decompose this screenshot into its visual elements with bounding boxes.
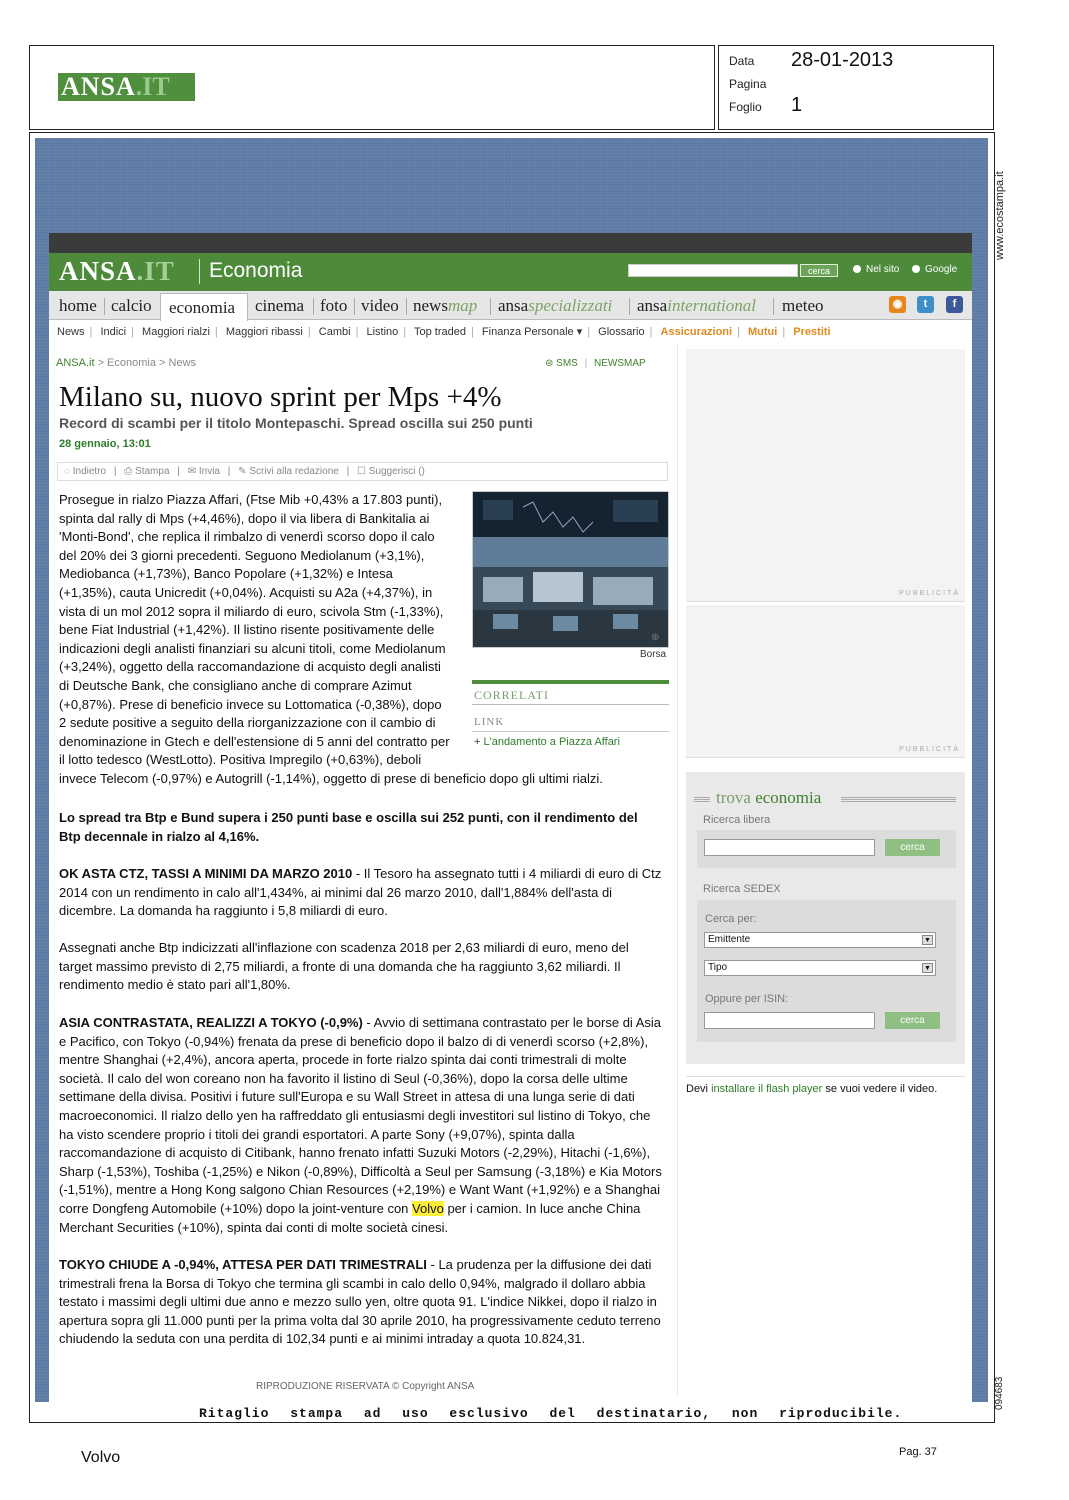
article-paragraph-1: Prosegue in rialzo Piazza Affari, (Ftse Mib +0,43% a 17.803 punti), spinta dal rally di Mps (+4,46%), dopo il via libera di Bankitalia ai 'Monti-Bond', che replica il rimbalzo di venerdì scorso dopo il calo del 20% dei 3 giorni precedenti. Seguono Mediolanum (+3,1%), Mediobanca (+1,73%), Banco Popolare (+1,32%) e Intesa (+1,35%), cauta Unicredit (+0,04%). Acquisti su A2a (+4,37%), in vista di un mol 2012 sopra il miliardo di euro, scivola Stm (-1,33%), bene Fiat Industrial (+1,42%). Il listino risente positivamente delle indicazioni degli analisti finanziari su alcuni titoli, come Mediolanum (+3,24%), oggetto della raccomandazione di acquisto degli analisti di Deutsche Bank, che consigliano anche di comprare Azimut (+0,87%). Prese di beneficio invece su Lottomatica (-0,38%), dopo 2 sedute positive a seguito della riorganizzazione con il cambio di denominazione in Gtech e dell'estensione di 5 anni del contratto per il lotto tedesco (WestLotto). Positiva Impregilo (+0,63%), deboli invece Telecom (-0,97%) e Autogrill (-1,14%), oggetto di prese di beneficio dopo gli ultimi rialzi. bbox=[59, 492, 603, 786]
isin-search-button[interactable]: cerca bbox=[885, 1012, 940, 1029]
rss-icon[interactable]: ◉ bbox=[889, 296, 906, 313]
print-button[interactable]: ⎙ Stampa bbox=[124, 466, 170, 477]
footer-keyword: Volvo bbox=[81, 1449, 121, 1466]
radio-dot-icon bbox=[853, 265, 861, 273]
back-button[interactable]: ◌ Indietro bbox=[64, 466, 107, 477]
date-label: Data bbox=[729, 54, 755, 68]
nav-calcio[interactable]: calcio bbox=[111, 296, 152, 315]
isin-input[interactable] bbox=[704, 1012, 875, 1029]
zoom-icon[interactable]: ⊕ bbox=[651, 632, 660, 643]
emittente-select[interactable]: Emittente ▼ bbox=[704, 932, 936, 948]
ricerca-libera-input[interactable] bbox=[704, 839, 875, 856]
ad-slot-1[interactable] bbox=[686, 349, 965, 602]
subnav-finanza-personale[interactable]: Finanza Personale ▾ bbox=[481, 326, 583, 338]
nav-divider bbox=[773, 298, 774, 315]
ad-label: PUBBLICITÀ bbox=[899, 590, 960, 597]
ansa-logo: ANSA.IT bbox=[58, 73, 195, 101]
nav-newsmap[interactable]: newsmap bbox=[413, 296, 478, 315]
nav-ansaspecializzati[interactable]: ansaspecializzati bbox=[498, 296, 613, 315]
dropdown-arrow-icon: ▼ bbox=[922, 963, 933, 973]
article-paragraph-2: Lo spread tra Btp e Bund supera i 250 punti base e oscilla sui 252 punti, con il rendimento del Btp decennale in rialzo al 4,16%. bbox=[59, 810, 638, 844]
related-link[interactable]: + L'andamento a Piazza Affari bbox=[474, 736, 620, 748]
subnav-cambi[interactable]: Cambi bbox=[318, 326, 351, 338]
section-title: Economia bbox=[209, 259, 303, 282]
breadcrumb-home[interactable]: ANSA.it bbox=[56, 357, 95, 369]
nav-divider bbox=[406, 298, 407, 315]
clipping-header-left bbox=[29, 45, 715, 130]
article-paragraph-4: Assegnati anche Btp indicizzati all'inflazione con scadenza 2018 per 2,63 miliardi di euro, meno del target massimo previsto di 2,75 miliardi, a fronte di una domanda che ha raggiunto 3,62 miliardi. Il rendimento medio è stato pari all'1,80%. bbox=[59, 940, 629, 993]
trova-economia-title: trova economia bbox=[716, 788, 822, 807]
subnav-maggiori-ribassi[interactable]: Maggiori ribassi bbox=[225, 326, 303, 338]
sheet-value: 1 bbox=[791, 94, 803, 116]
newsmap-button[interactable]: NEWSMAP bbox=[594, 358, 646, 369]
write-redazione-button[interactable]: ✎ Scrivi alla redazione bbox=[238, 466, 339, 477]
footer-page-number: Pag. 37 bbox=[899, 1446, 937, 1458]
subnav-maggiori-rialzi[interactable]: Maggiori rialzi bbox=[142, 326, 210, 338]
subnav-news[interactable]: News bbox=[57, 326, 85, 338]
article-title: Milano su, nuovo sprint per Mps +4% bbox=[59, 381, 502, 413]
nav-meteo[interactable]: meteo bbox=[782, 296, 824, 315]
subnav-glossario[interactable]: Glossario bbox=[598, 326, 645, 338]
nav-foto[interactable]: foto bbox=[320, 296, 348, 315]
article-subtitle: Record di scambi per il titolo Montepaschi. Spread oscilla sui 250 punti bbox=[59, 415, 533, 431]
subnav-top-traded[interactable]: Top traded bbox=[414, 326, 466, 338]
copyright: RIPRODUZIONE RISERVATA © Copyright ANSA bbox=[256, 1381, 475, 1392]
ecostampa-mark: www.ecostampa.it bbox=[994, 171, 1006, 260]
article-paragraph-5: ASIA CONTRASTATA, REALIZZI A TOKYO (-0,9%) - Avvio di settimana contrastato per le borse di Asia e Pacifico, con Tokyo (-0,94%) frenata da prese di beneficio dopo il balzo di di venerdì scorso (+2,8%), mentre Shanghai (+2,4%), ancora aperta, procede in forte rialzo spinta dai conti trimestrali di molte società. Il calo del won coreano non ha favorito il listino di Seul (-0,36%), dopo la corsa delle ultime settimane della divisa. Positivi i future sull'Europa e su Wall Street in attesa di una lunga serie di dati macroeconomici. Il rialzo dello yen ha raffreddato gli entusiasmi degli investitori sul listino di Tokyo, che ha visto scendere proprio i titoli dei grandi esportatori. A parte Sony (+9,07%), spinta dalla raccomandazione di acquisto di Citibank, hanno frenato infatti Suzuki Motors (-2,29%), Hitachi (-1,6%), Sharp (-1,53%), Toshiba (-1,25%) e Nikon (-0,89%), Difficoltà a Seul per Samsung (-3,18%) e Kia Motors (-1,51%), mentre a Hong Kong salgono Chian Resources (+2,19%) e Want Want (+1,92%) e a Shanghai corre Dongfeng Automobile (+10%) dopo la joint-venture con Volvo per i camion. In luce anche China Merchant Securities (+10%), spinta dai conti di molte società cinesi. bbox=[59, 1015, 662, 1235]
article-paragraph-6: TOKYO CHIUDE A -0,94%, ATTESA PER DATI TRIMESTRALI - La prudenza per la diffusione dei dati trimestrali frena la Borsa di Tokyo che termina gli scambi in calo dello 0,94%, malgrado il dollaro abbia testato i massimi degli ultimi due anno e mezzo sullo yen, oltre quota 91. L'indice Nikkei, dopo il rialzo in apertura sopra gli 11.000 punti per la prima volta dal 30 aprile 2010, ha progressivamente ceduto terreno chiudendo la seduta con una perdita di 102,34 punti e ai minimi intraday a quota 10.824,31. bbox=[59, 1257, 661, 1347]
radio-google[interactable]: Google bbox=[912, 264, 957, 275]
suggest-button[interactable]: ☐ Suggerisci () bbox=[357, 466, 425, 477]
nav-divider bbox=[104, 298, 105, 315]
photo-caption: Borsa bbox=[640, 649, 667, 660]
tipo-select[interactable]: Tipo ▼ bbox=[704, 960, 936, 976]
article-paragraph-3: OK ASTA CTZ, TASSI A MINIMI DA MARZO 2010 - Il Tesoro ha assegnato tutti i 4 miliardi di euro di Ctz 2014 con un rendimento in calo all'1,434%, ai minimi dal 26 marzo 2010, dall'1,884% dell'asta di dicembre. La domanda ha raggiunto i 5,8 miliardi di euro. bbox=[59, 866, 662, 919]
nav-home[interactable]: home bbox=[59, 296, 97, 315]
nav-divider bbox=[354, 298, 355, 315]
radio-dot-icon bbox=[912, 265, 920, 273]
site-logo[interactable]: ANSA.IT bbox=[59, 256, 175, 286]
subnav-indici[interactable]: Indici bbox=[100, 326, 127, 338]
share-tools: ⊜ SMS | NEWSMAP bbox=[545, 358, 646, 369]
nav-video[interactable]: video bbox=[361, 296, 399, 315]
article-date: 28 gennaio, 13:01 bbox=[59, 438, 151, 450]
nav-divider bbox=[629, 298, 630, 315]
site-search-input[interactable] bbox=[628, 264, 798, 277]
clipping-header-right bbox=[718, 45, 994, 130]
ricerca-sedex-label: Ricerca SEDEX bbox=[703, 883, 781, 895]
nav-economia[interactable]: economia bbox=[169, 298, 236, 317]
ricerca-libera-label: Ricerca libera bbox=[703, 814, 771, 826]
divider bbox=[686, 1076, 965, 1077]
ad-slot-2[interactable] bbox=[686, 605, 965, 758]
isin-label: Oppure per ISIN: bbox=[705, 993, 789, 1005]
nav-ansainternational[interactable]: ansainternational bbox=[637, 296, 756, 315]
nav-cinema[interactable]: cinema bbox=[255, 296, 305, 315]
subnav-mutui[interactable]: Mutui bbox=[748, 326, 778, 338]
header-divider bbox=[199, 259, 200, 284]
top-dark-bar bbox=[49, 233, 972, 253]
ritaglio-notice: Ritaglio stampa ad uso esclusivo del destinatario, non riproducibile. bbox=[199, 1406, 903, 1421]
sms-button[interactable]: ⊜ SMS bbox=[545, 358, 578, 369]
twitter-icon[interactable]: t bbox=[917, 296, 934, 313]
send-button[interactable]: ✉ Invia bbox=[187, 466, 220, 477]
cerca-per-label: Cerca per: bbox=[705, 913, 757, 925]
breadcrumb: ANSA.it > Economia > News bbox=[56, 357, 197, 369]
subnav-assicurazioni[interactable]: Assicurazioni bbox=[660, 326, 733, 338]
ricerca-libera-button[interactable]: cerca bbox=[885, 839, 940, 856]
widget-decor bbox=[841, 796, 956, 802]
volvo-highlight: Volvo bbox=[412, 1200, 444, 1216]
subnav-listino[interactable]: Listino bbox=[366, 326, 399, 338]
nav-divider bbox=[313, 298, 314, 315]
sub-nav: News | Indici | Maggiori rialzi | Maggiori ribassi | Cambi | Listino | Top traded | Finanza Personale ▾ | Glossario | Assicurazioni | Mutui | Prestiti bbox=[57, 326, 831, 338]
site-search-button[interactable]: cerca bbox=[800, 264, 838, 277]
date-value: 28-01-2013 bbox=[791, 49, 894, 71]
subnav-prestiti[interactable]: Prestiti bbox=[793, 326, 831, 338]
article-tools: ◌ Indietro | ⎙ Stampa | ✉ Invia | ✎ Scrivi alla redazione | ☐ Suggerisci () bbox=[57, 462, 668, 481]
link-heading: LINK bbox=[474, 716, 505, 728]
flash-notice: Devi installare il flash player se vuoi vedere il video. bbox=[686, 1083, 938, 1095]
dropdown-arrow-icon: ▼ bbox=[922, 935, 933, 945]
facebook-icon[interactable]: f bbox=[946, 296, 963, 313]
widget-decor bbox=[694, 796, 710, 802]
clipping-code: 094683 bbox=[994, 1376, 1005, 1410]
nav-divider bbox=[490, 298, 491, 315]
ad-label: PUBBLICITÀ bbox=[899, 746, 960, 753]
correlati-heading: CORRELATI bbox=[474, 688, 549, 702]
radio-site[interactable]: Nel sito bbox=[853, 264, 899, 275]
page-label: Pagina bbox=[729, 77, 767, 91]
install-flash-link[interactable]: installare il flash player bbox=[711, 1083, 823, 1095]
sheet-label: Foglio bbox=[729, 100, 762, 114]
